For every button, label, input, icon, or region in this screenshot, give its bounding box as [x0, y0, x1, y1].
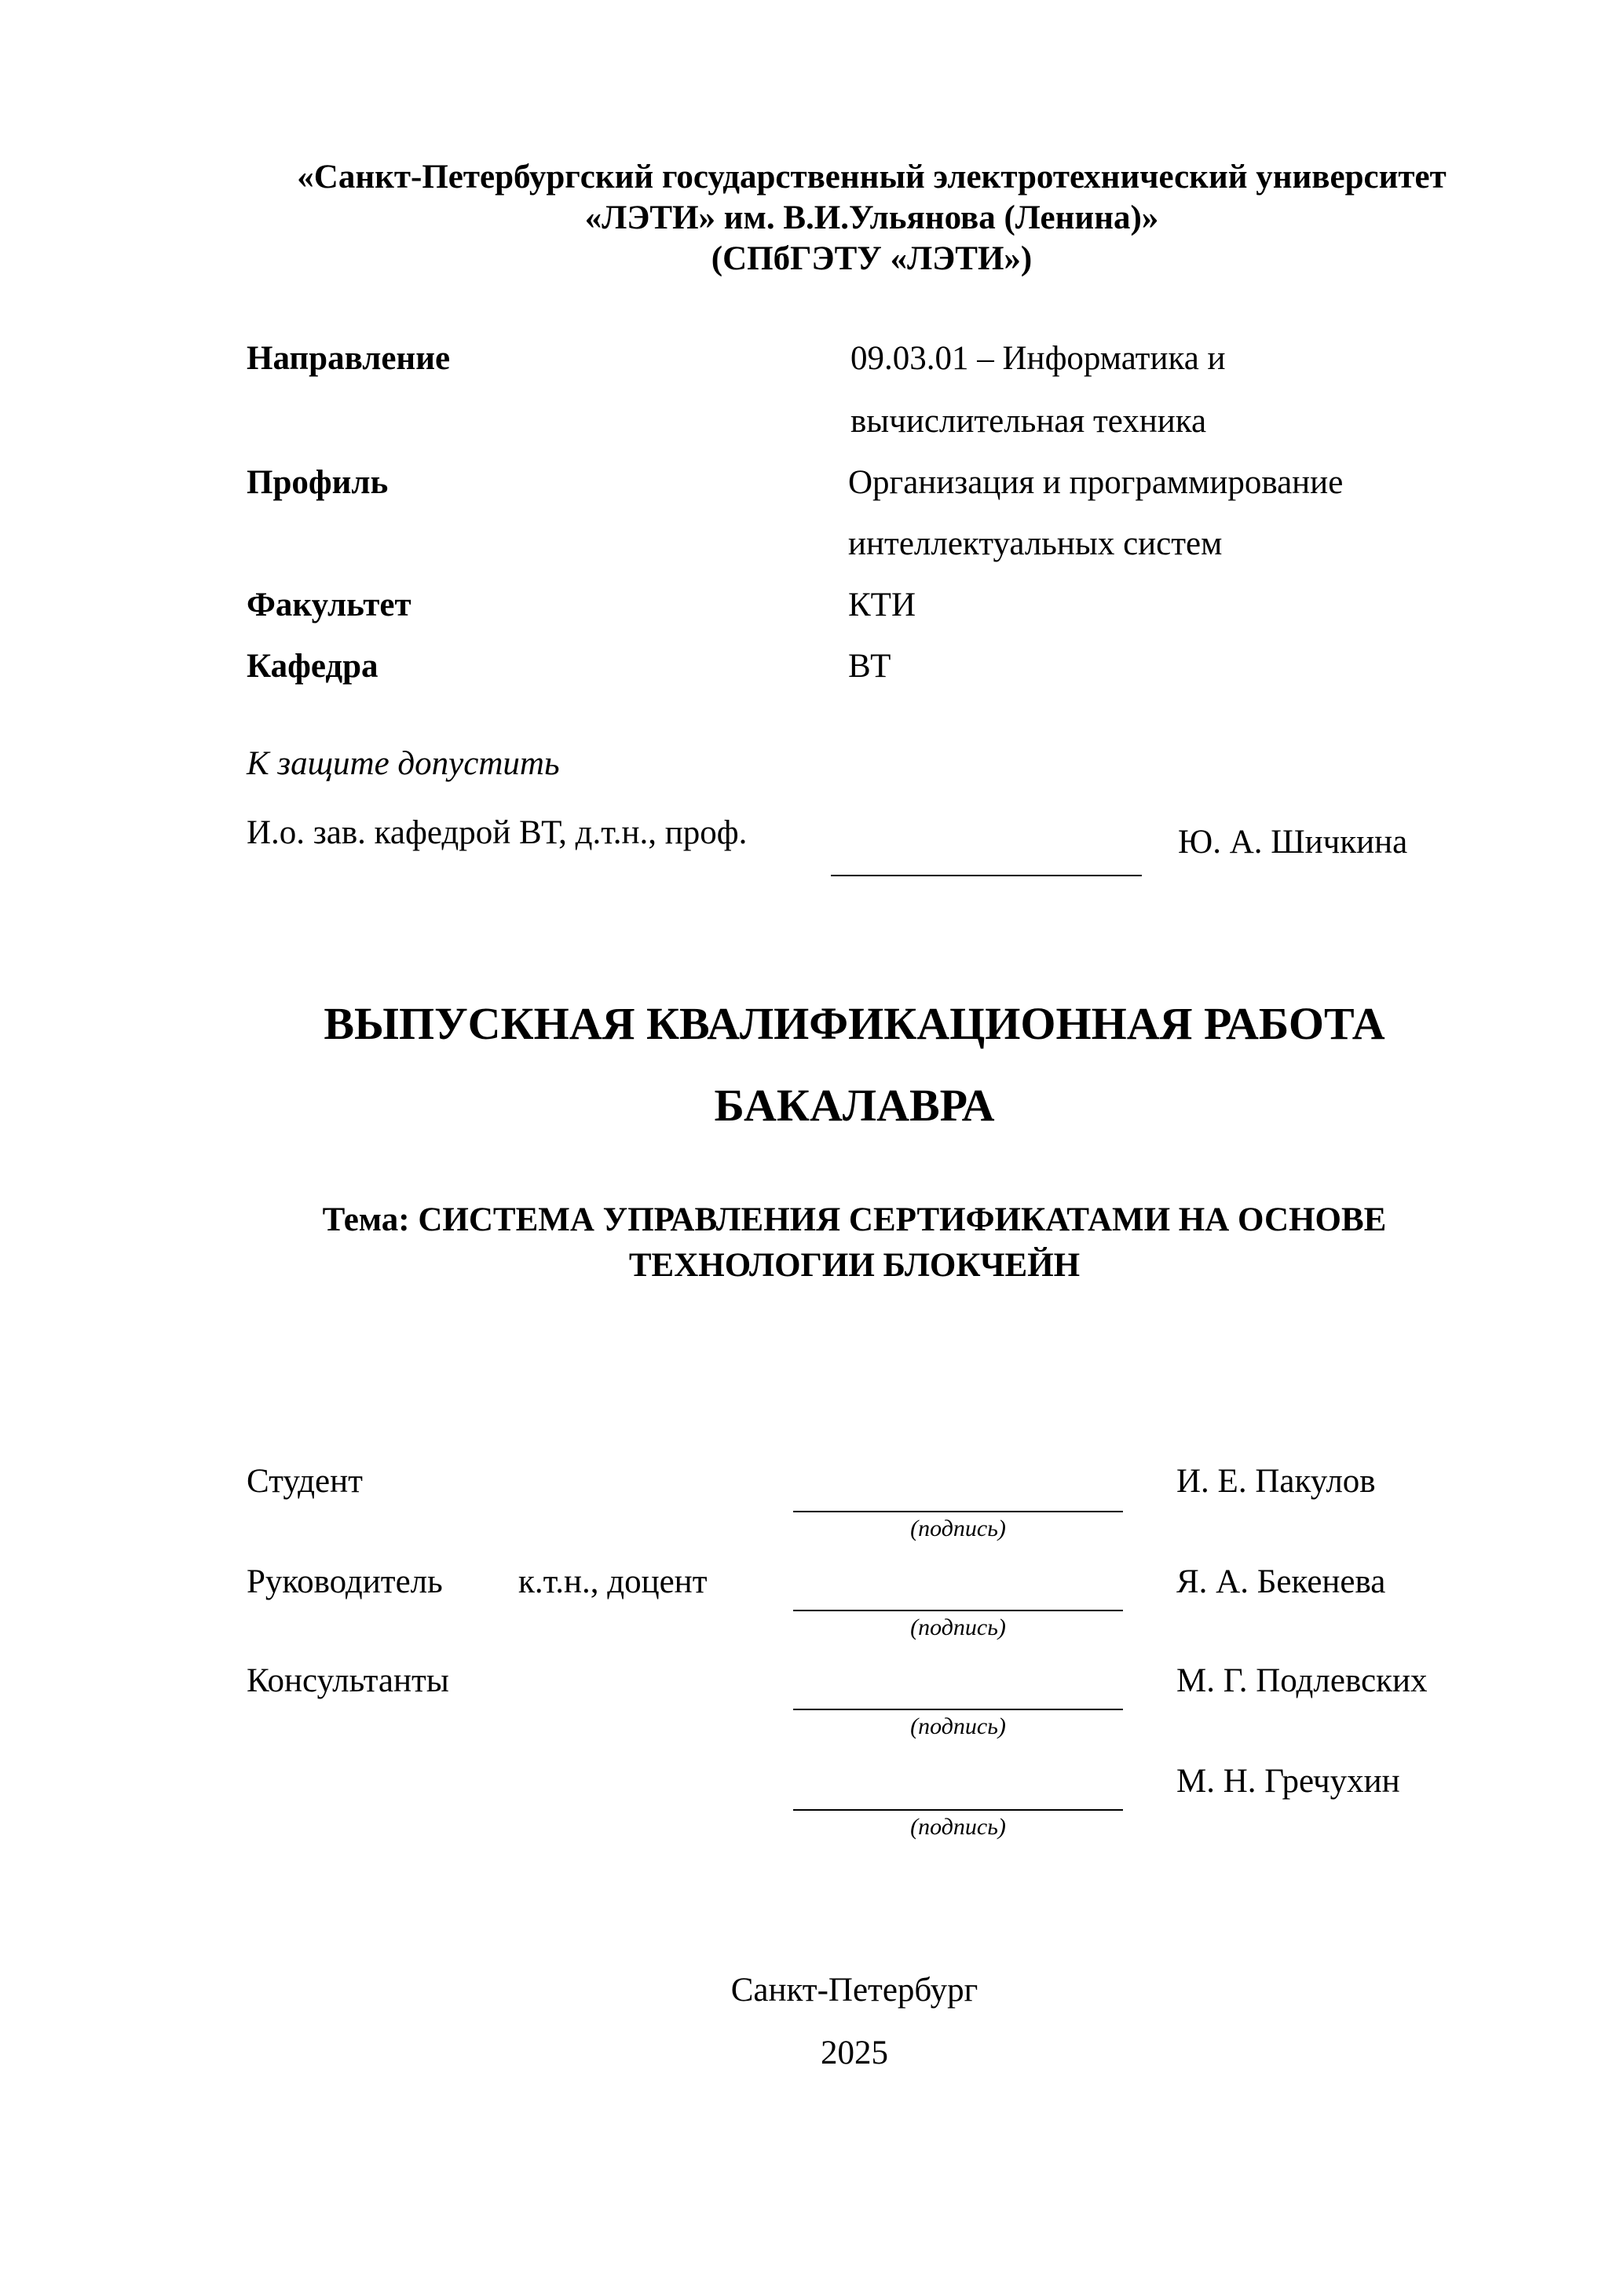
student-name: И. Е. Пакулов: [1176, 1463, 1376, 1500]
consultant2-signature-caption: (подпись): [910, 1814, 1006, 1840]
head-of-department-name: Ю. А. Шичкина: [1178, 824, 1408, 861]
supervisor-degree: к.т.н., доцент: [518, 1563, 708, 1600]
city: Санкт-Петербург: [730, 1972, 978, 2009]
department-label: Кафедра: [247, 648, 379, 685]
consultant1-signature-caption: (подпись): [910, 1713, 1006, 1739]
year: 2025: [821, 2035, 888, 2071]
topic-line2: ТЕХНОЛОГИИ БЛОКЧЕЙН: [628, 1247, 1081, 1284]
student-label: Студент: [247, 1463, 363, 1500]
faculty-value: КТИ: [848, 587, 916, 623]
topic-line1: Тема: СИСТЕМА УПРАВЛЕНИЯ СЕРТИФИКАТАМИ НА ОСНОВЕ: [322, 1201, 1387, 1238]
head-of-department-title: И.о. зав. кафедрой ВТ, д.т.н., проф.: [247, 814, 748, 851]
consultant1-name: М. Г. Подлевских: [1176, 1662, 1428, 1699]
university-name-line2: «ЛЭТИ» им. В.И.Ульянова (Ленина)»: [584, 199, 1159, 236]
work-title-line1: ВЫПУСКНАЯ КВАЛИФИКАЦИОННАЯ РАБОТА: [324, 998, 1385, 1049]
consultant2-name: М. Н. Гречухин: [1176, 1763, 1400, 1800]
direction-label: Направление: [247, 340, 451, 377]
supervisor-name: Я. А. Бекенева: [1176, 1563, 1386, 1600]
supervisor-signature-caption: (подпись): [910, 1614, 1006, 1640]
university-name-line1: «Санкт-Петербургский государственный электротехнический университет: [297, 159, 1447, 196]
supervisor-label: Руководитель: [247, 1563, 443, 1600]
admit-to-defense: К защите допустить: [247, 745, 560, 782]
student-signature-line: [793, 1511, 1123, 1512]
profile-value-line2: интеллектуальных систем: [848, 525, 1223, 562]
university-abbreviation: (СПбГЭТУ «ЛЭТИ»): [711, 240, 1033, 277]
direction-value-line2: вычислительная техника: [850, 403, 1207, 440]
profile-label: Профиль: [247, 464, 389, 501]
student-signature-caption: (подпись): [910, 1515, 1006, 1541]
head-signature-line: [831, 875, 1142, 876]
consultant2-signature-line: [793, 1809, 1123, 1811]
consultant1-signature-line: [793, 1709, 1123, 1710]
profile-value-line1: Организация и программирование: [848, 464, 1344, 501]
work-title-line2: БАКАЛАВРА: [714, 1080, 995, 1131]
faculty-label: Факультет: [247, 587, 411, 623]
department-value: ВТ: [848, 648, 891, 685]
direction-value-line1: 09.03.01 – Информатика и: [850, 340, 1226, 377]
consultants-label: Консультанты: [247, 1662, 449, 1699]
supervisor-signature-line: [793, 1610, 1123, 1611]
